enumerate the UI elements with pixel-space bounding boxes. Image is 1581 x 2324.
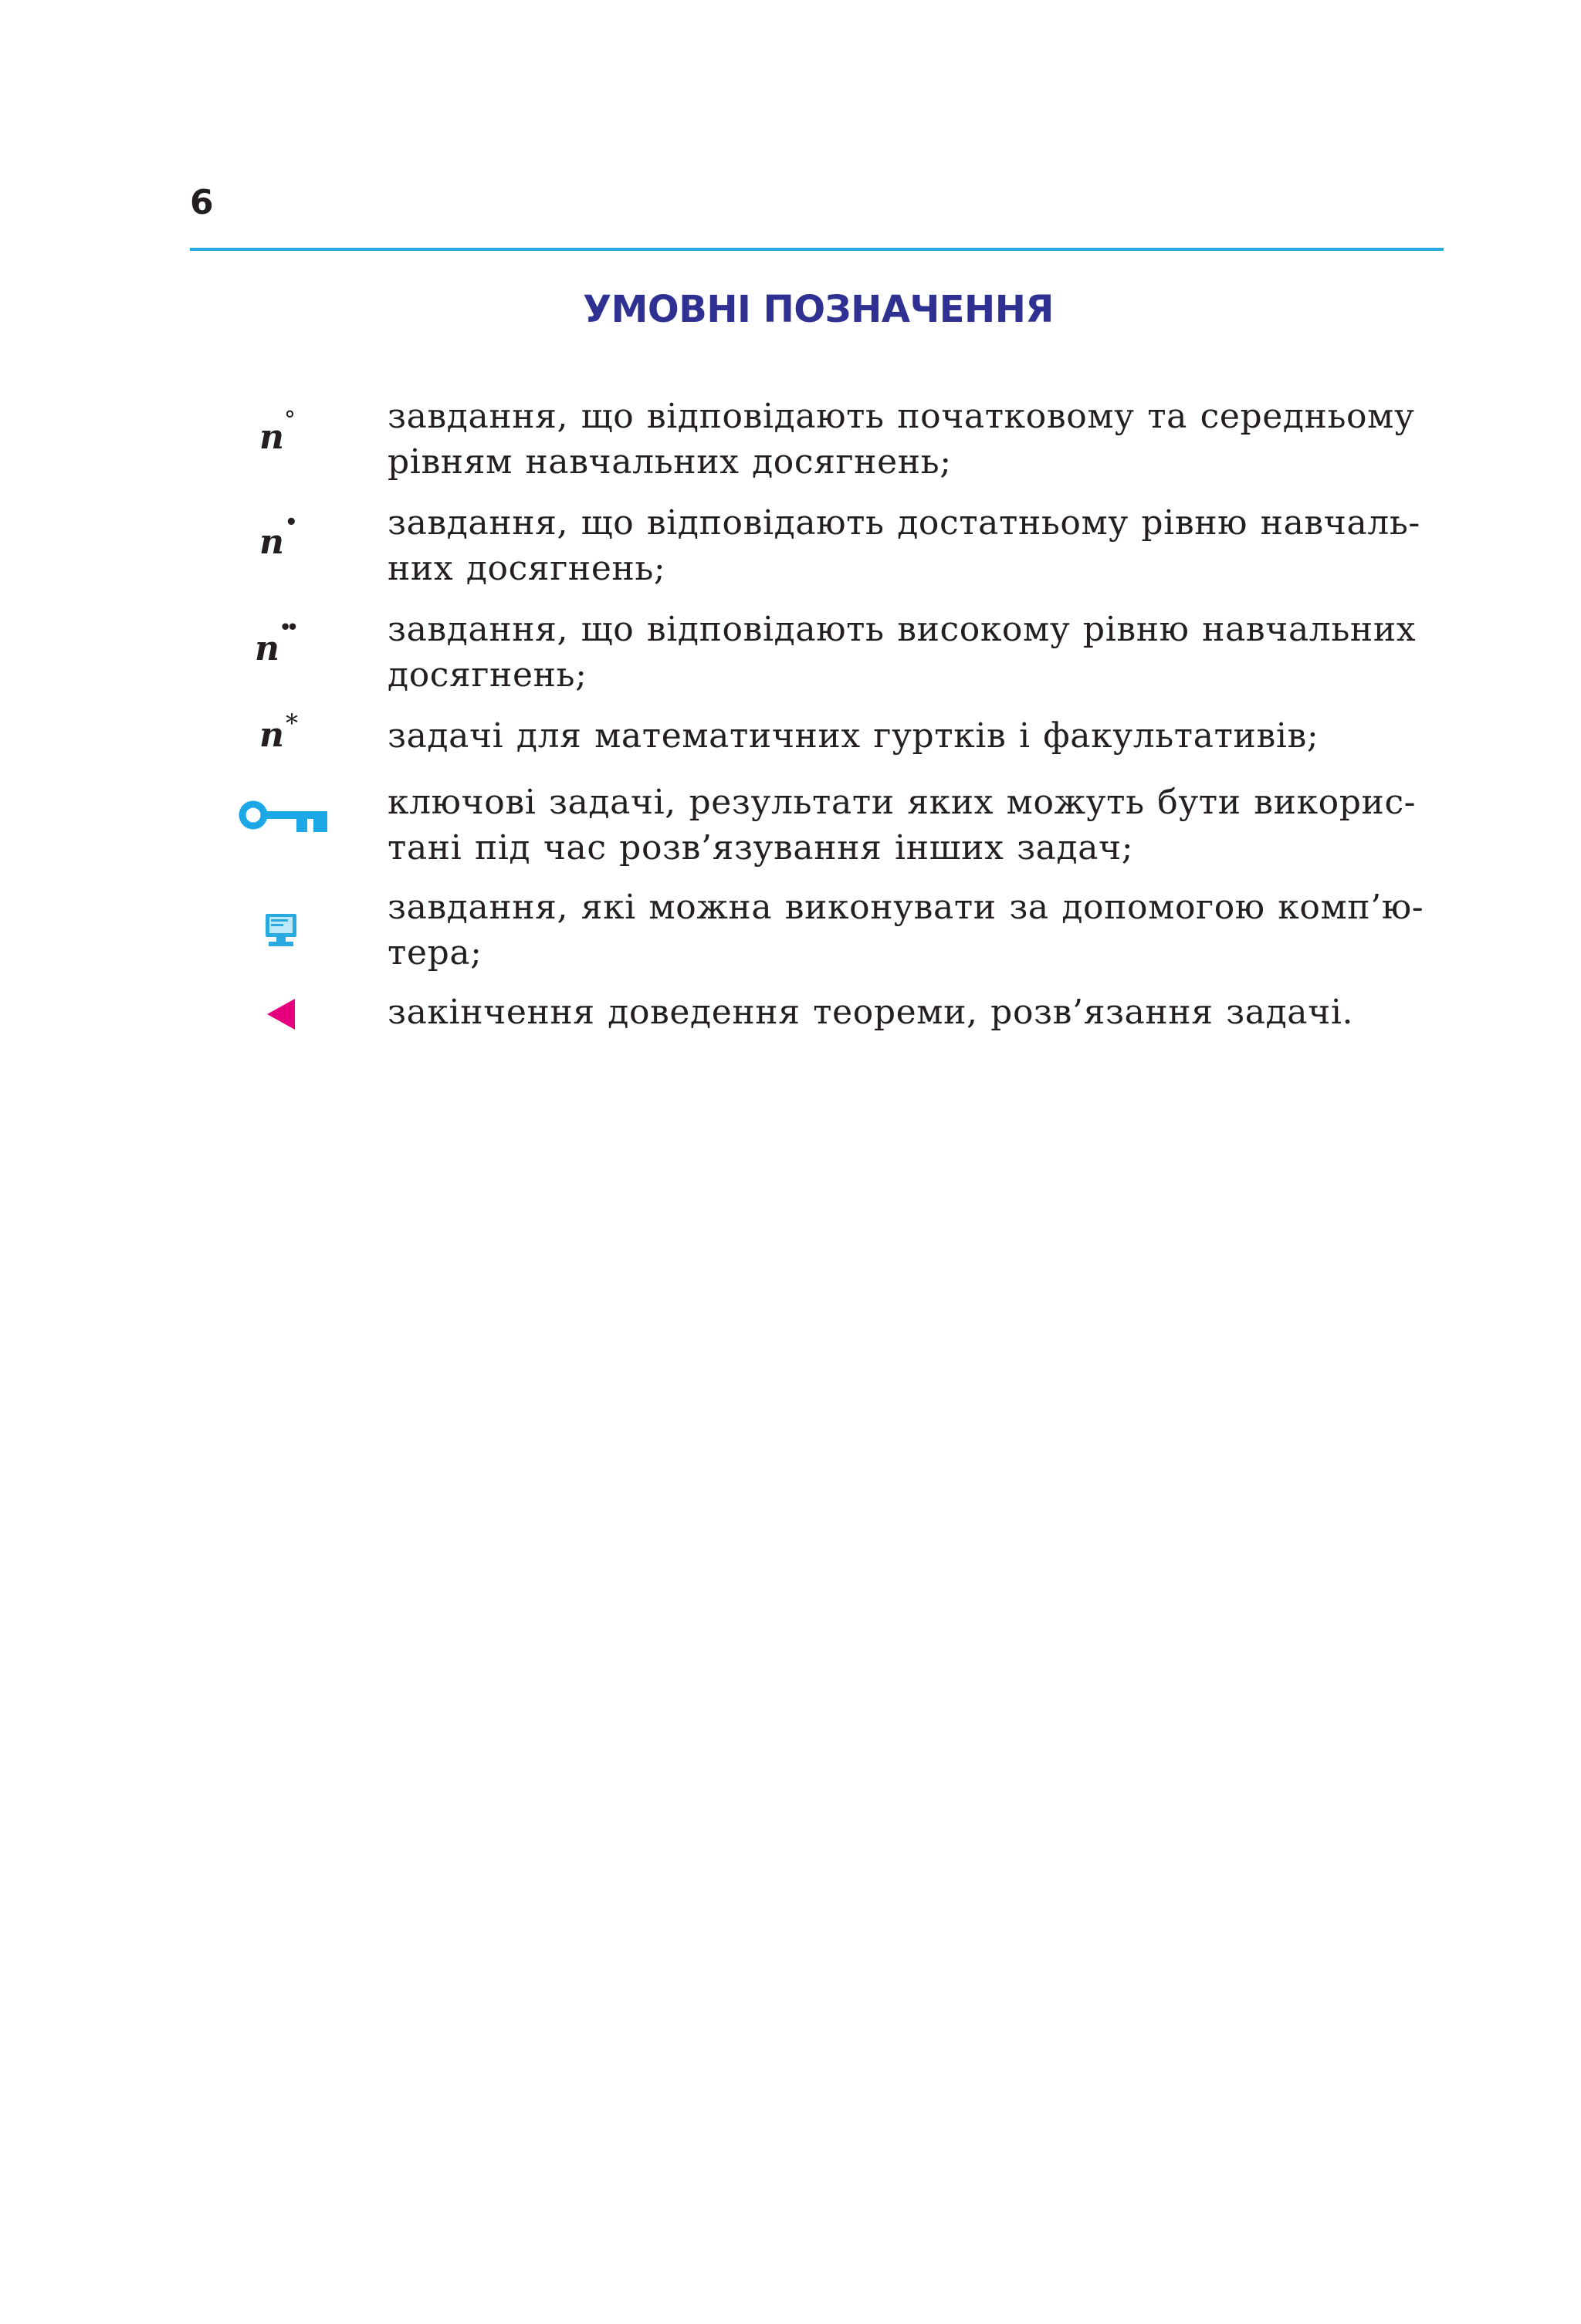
legend-item-high-level	[190, 607, 1444, 699]
legend-description	[388, 780, 1581, 871]
legend-description	[388, 989, 1581, 1035]
symbol-letter: n	[259, 418, 284, 457]
legend-line: тані під час розв’язування інших задач;	[388, 828, 1134, 868]
legend-item-basic-level	[190, 394, 1444, 486]
legend-line: закінчення доведення теореми, розв’язання задачі.	[388, 993, 1354, 1032]
page-title: УМОВНІ ПОЗНАЧЕННЯ	[583, 288, 1054, 331]
legend-line: завдання, що відповідають достатньому рівню навчаль-	[388, 503, 1420, 543]
symbol-letter: n	[255, 629, 279, 668]
legend-line: тера;	[388, 933, 482, 973]
single-dot-mark-icon: •	[285, 511, 298, 534]
legend-item-end-of-proof	[190, 989, 1444, 1044]
legend-line: завдання, які можна виконувати за допомогою комп’ю-	[388, 888, 1424, 927]
legend-line: ключові задачі, результати яких можуть бути викорис-	[388, 783, 1417, 822]
symbol-letter: n	[259, 715, 284, 755]
legend-line: них досягнень;	[388, 549, 666, 588]
double-dot-mark-icon: ••	[279, 616, 294, 638]
asterisk-mark-icon: *	[286, 709, 298, 738]
legend-line: рівням навчальних досягнень;	[388, 442, 952, 482]
legend-item-sufficient-level	[190, 500, 1444, 593]
header-rule	[190, 239, 1444, 242]
legend-description	[388, 607, 1581, 698]
legend-item-computer-tasks	[190, 885, 1444, 977]
degree-mark-icon: °	[284, 407, 296, 434]
legend-line: задачі для математичних гуртків і факультативів;	[388, 716, 1319, 756]
legend-description	[388, 500, 1581, 591]
header-rule-line	[190, 248, 1444, 251]
page-number: 6	[190, 183, 214, 222]
symbol-letter: n	[259, 523, 284, 562]
legend-line: завдання, що відповідають високому рівню навчальних	[388, 610, 1417, 649]
legend-item-key-problems	[190, 780, 1444, 872]
legend-line: завдання, що відповідають початковому та середньому	[388, 397, 1415, 436]
legend-description	[388, 394, 1581, 485]
legend-item-extracurricular	[190, 709, 1444, 767]
legend-description	[388, 885, 1581, 976]
legend-line: досягнень;	[388, 655, 587, 695]
legend-description	[388, 713, 1581, 759]
